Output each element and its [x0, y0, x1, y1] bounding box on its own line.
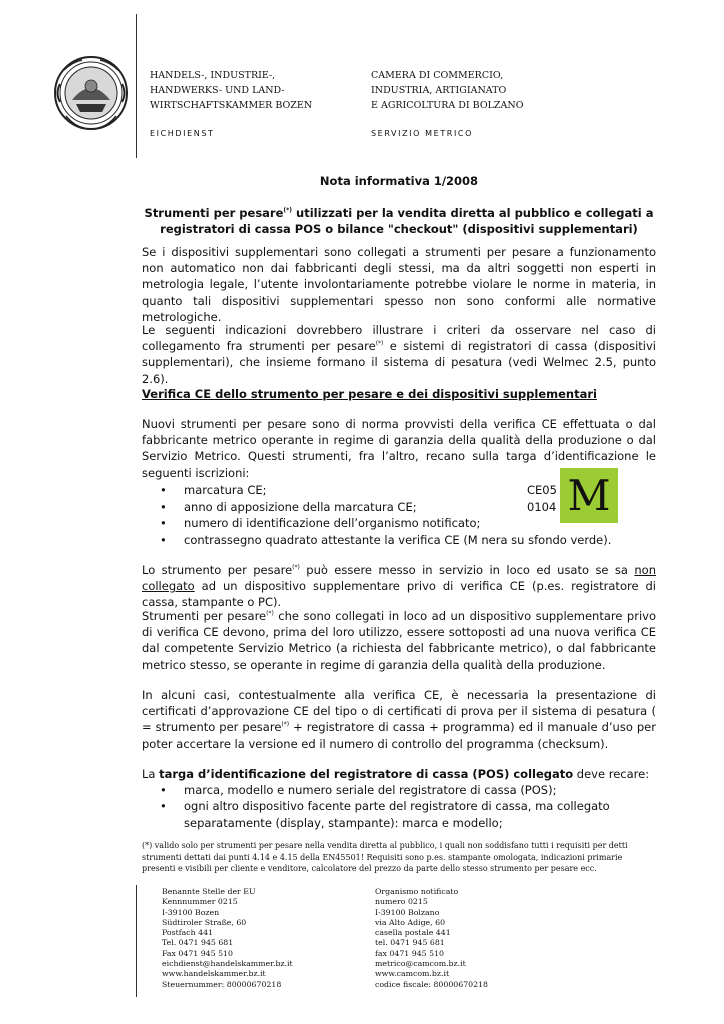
paragraph-not-connected	[142, 562, 656, 611]
chamber-seal-icon	[52, 54, 130, 132]
paragraph-pos-plate	[142, 766, 656, 782]
footer-line: Kennnummer 0215	[162, 897, 238, 907]
text-run: ad un dispositivo supplementare privo di verifica CE (p.es. registratore di cassa, stampante o PC).	[142, 579, 656, 610]
text-run: Strumenti per pesare	[142, 609, 267, 623]
list-item: • marcatura CE;	[160, 482, 611, 499]
metrology-m-mark: M	[560, 468, 618, 523]
text-run: La	[142, 767, 160, 781]
footer-line: Organismo notificato	[375, 887, 459, 896]
footer-italian-contact	[375, 887, 488, 990]
header-line: E AGRICOLTURA DI BOLZANO	[371, 100, 524, 111]
text-run: può essere messo in servizio in loco ed usato se sa	[299, 563, 635, 577]
list-item: • marca, modello e numero seriale del registratore di cassa (POS);	[160, 782, 660, 798]
department-italian: SERVIZIO METRICO	[371, 129, 474, 138]
list-item: • anno di apposizione della marcatura CE;	[160, 499, 611, 516]
text-run: deve recare:	[573, 767, 650, 781]
ce-values	[527, 482, 557, 515]
footer-website[interactable]: www.handelskammer.bz.it	[162, 969, 266, 979]
header-german-name	[150, 68, 312, 113]
footnote-marker: (*)	[375, 340, 384, 348]
header-line: INDUSTRIA, ARTIGIANATO	[371, 85, 507, 96]
text-run: Le seguenti indicazioni dovrebbero illustrare i criteri da osservare nel caso di collegamento fra strumenti per pesare	[142, 323, 656, 354]
paragraph-criteria	[142, 322, 656, 387]
pos-plate-list	[160, 782, 660, 831]
header-divider-line	[136, 14, 137, 158]
footer-email[interactable]: metrico@camcom.bz.it	[375, 959, 466, 969]
footnote-marker: (*)	[292, 564, 300, 571]
footer-line: Postfach 441	[162, 928, 214, 938]
ce-marking-value: CE05	[527, 483, 557, 497]
footer-line: via Alto Adige, 60	[375, 917, 446, 927]
paragraph-connected	[142, 608, 656, 673]
document-title: Nota informativa 1/2008	[319, 174, 479, 188]
footnote: (*) valido solo per strumenti per pesare nella vendita diretta al pubblico, i quali non soddisfano tutti i requisiti per detti strumenti dettati dai punti 4.14 e 4.15 della EN45501! Requisiti sono p.es. stampante omologata, indicazioni primarie presenti e visibili per cliente e venditore, calcolatore del prezzo da parte dello stesso strumento per pesare ecc.	[142, 841, 628, 874]
header-italian-name	[371, 68, 523, 113]
bold-text: targa d’identificazione del registratore di cassa (POS) collegato	[159, 767, 574, 781]
department-german: EICHDIENST	[150, 129, 215, 138]
paragraph-intro: Se i dispositivi supplementari sono collegati a strumenti per pesare a funzionamento non automatico non dai fabbricanti degli stessi, ma da altri soggetti non esperti in metrologia legale, l’utente involontariamente potrebbe violare le norme in materia, in quanto tali dispositivi supplementari spesso non sono conformi alle normative metrologiche.	[142, 245, 656, 324]
header-line: HANDELS-, INDUSTRIE-,	[150, 70, 276, 81]
subtitle-part: Strumenti per pesare	[144, 206, 284, 220]
footer-line: I-39100 Bolzano	[375, 907, 440, 917]
footer-line: I-39100 Bozen	[162, 907, 220, 917]
document-subtitle	[142, 205, 656, 237]
header-line: HANDWERKS- UND LAND-	[150, 85, 285, 96]
footer-divider-line	[136, 885, 137, 997]
footer-line: tel. 0471 945 681	[375, 938, 445, 948]
section-heading	[142, 386, 656, 402]
footer-german-contact	[162, 887, 293, 990]
paragraph-new-instruments: Nuovi strumenti per pesare sono di norma provvisti della verifica CE effettuata o dal fabbricante metrico operante in regime di garanzia della qualità della produzione o dal Servizio Metrico. Questi strumenti, fra l’altro, recano sulla targa d’identificazione le seguenti iscrizioni:	[142, 417, 656, 480]
list-item: • contrassegno quadrato attestante la verifica CE (M nera su sfondo verde).	[160, 532, 611, 549]
footnote-marker: (*)	[283, 207, 293, 214]
text-run: Lo strumento per pesare	[142, 563, 293, 577]
footnote-marker: (*)	[281, 721, 290, 729]
text-run: che sono collegati in loco ad un dispositivo supplementare privo di verifica CE devono, prima del loro utilizzo, essere sottoposti ad una nuova verifica CE dal competente Servizio Metrico (a richiesta del fabbricante metrico), o dal fabbricante metrico stesso, se operante in regime di garanzia della qualità della produzione.	[142, 609, 656, 672]
underlined-text: non collegato	[142, 563, 656, 594]
footer-website[interactable]: www.camcom.bz.it	[375, 969, 450, 979]
footer-line: casella postale 441	[375, 928, 451, 938]
footer-line: Tel. 0471 945 681	[162, 938, 234, 948]
footer-email[interactable]: eichdienst@handelskammer.bz.it	[162, 959, 293, 969]
footer-line: Benannte Stelle der EU	[162, 887, 256, 896]
list-item: • numero di identificazione dell’organismo notificato;	[160, 515, 611, 532]
notified-body-number: 0104	[527, 499, 557, 514]
subtitle-part: utilizzati per la vendita diretta al pubblico e collegati a registratori di cassa POS o bilance "checkout" (dispositivi supplementari)	[160, 206, 654, 237]
footer-line: Südtiroler Straße, 60	[162, 917, 247, 927]
footer-line: codice fiscale: 80000670218	[375, 979, 489, 989]
section-heading-text: Verifica CE dello strumento per pesare e dei dispositivi supplementari	[142, 387, 597, 401]
footer-line: Steuernummer: 80000670218	[162, 979, 282, 989]
header-line: CAMERA DI COMMERCIO,	[371, 70, 504, 81]
text-run: + registratore di cassa + programma) ed il manuale d’uso per poter accertare la versione ed il numero di controllo del programma (checksum).	[142, 720, 656, 751]
footer-line: numero 0215	[375, 897, 428, 907]
footer-line: Fax 0471 945 510	[162, 948, 233, 958]
paragraph-certificates	[142, 687, 656, 752]
header-line: WIRTSCHAFTSKAMMER BOZEN	[150, 100, 313, 111]
footnote-marker: (*)	[266, 610, 274, 617]
list-item: • ogni altro dispositivo facente parte del registratore di cassa, ma collegato separatamente (display, stampante): marca e modello;	[160, 798, 660, 831]
footer-line: fax 0471 945 510	[375, 948, 444, 958]
text-run: In alcuni casi, contestualmente alla verifica CE, è necessaria la presentazione di certificati d’approvazione CE del tipo o di certificati di prova per il sistema di pesatura ( = strumento per pesare	[142, 688, 656, 735]
text-run: e sistemi di registratori di cassa (dispositivi supplementari), che insieme formano il sistema di pesatura (vedi Welmec 2.5, punto 2.6).	[142, 339, 656, 386]
